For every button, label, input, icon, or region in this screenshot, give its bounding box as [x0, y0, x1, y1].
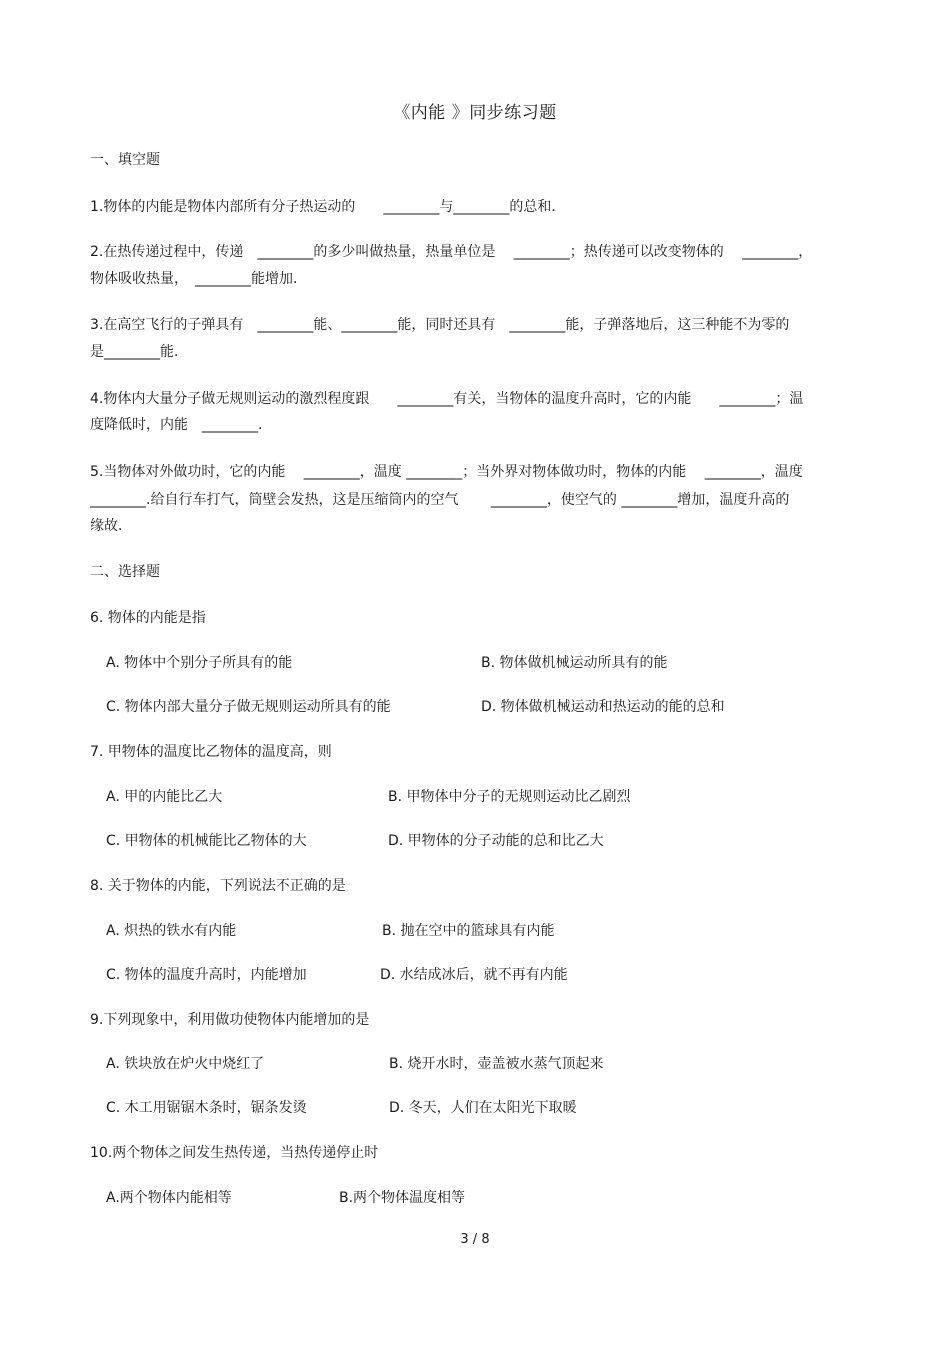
section-heading-fill-blank: 一、填空题: [90, 152, 160, 168]
question-7-option-b: B. 甲物体中分子的无规则运动比乙剧烈: [388, 789, 631, 805]
question-2-line-1: 2.在热传递过程中，传递 ________的多少叫做热量，热量单位是 ________；热传递可以改变物体的 ________，: [90, 244, 813, 260]
question-9-stem: 9.下列现象中，利用做功使物体内能增加的是: [90, 1012, 370, 1028]
question-5-line-1: 5.当物体对外做功时，它的内能 ________，温度 ________；当外界对物体做功时，物体的内能 ________，温度: [90, 464, 803, 480]
question-1-line-1: 1.物体的内能是物体内部所有分子热运动的 ________与________的总和．: [90, 199, 566, 215]
question-6-option-d: D. 物体做机械运动和热运动的能的总和: [481, 699, 725, 715]
question-10-stem: 10.两个物体之间发生热传递，当热传递停止时: [90, 1145, 379, 1161]
question-7-stem: 7. 甲物体的温度比乙物体的温度高，则: [90, 744, 332, 760]
question-4-line-1: 4.物体内大量分子做无规则运动的激烈程度跟 ________有关，当物体的温度升高时，它的内能 ________；温: [90, 391, 804, 407]
question-6-stem: 6. 物体的内能是指: [90, 610, 206, 626]
question-10-option-a: A.两个物体内能相等: [106, 1190, 232, 1206]
question-8-option-b: B. 抛在空中的篮球具有内能: [382, 923, 555, 939]
question-8-option-c: C. 物体的温度升高时，内能增加: [106, 967, 307, 983]
question-9-option-d: D. 冬天，人们在太阳光下取暖: [389, 1100, 577, 1116]
question-7-option-a: A. 甲的内能比乙大: [106, 789, 223, 805]
question-7-option-c: C. 甲物体的机械能比乙物体的大: [106, 833, 307, 849]
question-3-line-2: 是________能．: [90, 344, 188, 360]
question-7-option-d: D. 甲物体的分子动能的总和比乙大: [388, 833, 604, 849]
question-6-option-a: A. 物体中个别分子所具有的能: [106, 655, 293, 671]
question-9-option-b: B. 烧开水时，壶盖被水蒸气顶起来: [389, 1056, 604, 1072]
question-6-option-c: C. 物体内部大量分子做无规则运动所具有的能: [106, 699, 391, 715]
question-5-line-2: ________.给自行车打气，筒壁会发热，这是压缩筒内的空气 ________，使空气的 ________增加，温度升高的: [90, 492, 790, 508]
question-4-line-2: 度降低时，内能 ________.: [90, 417, 263, 433]
question-6-option-b: B. 物体做机械运动所具有的能: [481, 655, 668, 671]
section-heading-multiple-choice: 二、选择题: [90, 564, 160, 580]
question-5-line-3: 缘故．: [90, 518, 132, 534]
question-8-option-a: A. 炽热的铁水有内能: [106, 923, 237, 939]
question-8-option-d: D. 水结成冰后，就不再有内能: [380, 967, 568, 983]
question-2-line-2: 物体吸收热量， ________能增加．: [90, 271, 307, 287]
page-title: 《内能 》同步练习题: [393, 103, 557, 123]
question-8-stem: 8. 关于物体的内能，下列说法不正确的是: [90, 878, 346, 894]
question-3-line-1: 3.在高空飞行的子弹具有 ________能、________能，同时还具有 ________能，子弹落地后，这三种能不为零的: [90, 317, 790, 333]
question-9-option-c: C. 木工用锯锯木条时，锯条发烫: [106, 1100, 307, 1116]
page-number: 3 / 8: [460, 1232, 490, 1247]
question-9-option-a: A. 铁块放在炉火中烧红了: [106, 1056, 265, 1072]
question-10-option-b: B.两个物体温度相等: [339, 1190, 466, 1206]
